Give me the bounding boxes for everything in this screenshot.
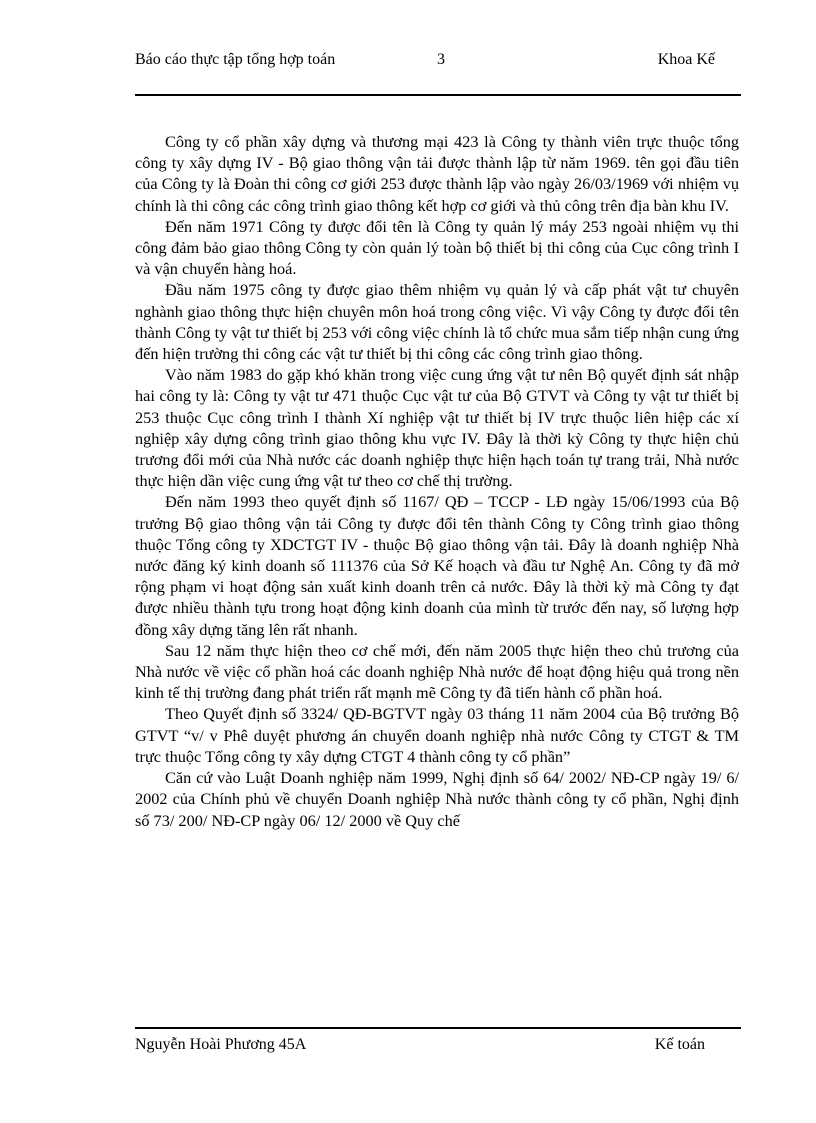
paragraph: Vào năm 1983 do gặp khó khăn trong việc cung ứng vật tư nên Bộ quyết định sát nhập hai công ty là: Công ty vật tư 471 thuộc Cục vật tư của Bộ GTVT và Công ty vật tư thiết bị 253 thuộc Cục công trình I thành Xí nghiệp vật tư thiết bị IV trực thuộc liên hiệp các xí nghiệp xây dựng công trình giao thông khu vực IV. Đây là thời kỳ Công ty thực hiện chủ trương đổi mới của Nhà nước các doanh nghiệp thực hiện hạch toán tự trang trải, Nhà nước thực hiện dần việc cung ứng vật tư theo cơ chế thị trường. xyxy=(135,365,739,491)
footer-author: Nguyễn Hoài Phương 45A xyxy=(135,1036,307,1053)
header-report-title: Báo cáo thực tập tổng hợp toán xyxy=(135,51,336,68)
paragraph: Sau 12 năm thực hiện theo cơ chế mới, đến năm 2005 thực hiện theo chủ trương của Nhà nước về việc cổ phần hoá các doanh nghiệp Nhà nước để hoạt động hiệu quả trong nền kinh tế thị trường đang phát triển rất mạnh mẽ Công ty đã tiến hành cổ phần hoá. xyxy=(135,640,739,703)
paragraph: Căn cứ vào Luật Doanh nghiệp năm 1999, Nghị định số 64/ 2002/ NĐ-CP ngày 19/ 6/ 2002 của Chính phủ về chuyển Doanh nghiệp Nhà nước thành công ty cổ phần, Nghị định số 73/ 200/ NĐ-CP ngày 06/ 12/ 2000 về Quy chế xyxy=(135,768,739,830)
footer-major: Kế toán xyxy=(654,1036,705,1053)
page-footer xyxy=(135,1027,741,1053)
header-department: Khoa Kế xyxy=(657,51,715,68)
page-header xyxy=(135,48,741,96)
paragraph: Đến năm 1993 theo quyết định số 1167/ QĐ – TCCP - LĐ ngày 15/06/1993 của Bộ trưởng Bộ giao thông vận tải Công ty được đổi tên thành Công ty Công trình giao thông thuộc Tổng công ty XDCTGT IV - thuộc Bộ giao thông vận tải. Đây là doanh nghiệp Nhà nước đăng ký kinh doanh số 111376 của Sở Kế hoạch và đầu tư Nghệ An. Công ty đã mở rộng phạm vi hoạt động sản xuất kinh doanh trên cả nước. Đây là thời kỳ mà Công ty đạt được nhiều thành tựu trong hoạt động kinh doanh của mình từ trước đến nay, số lượng hợp đồng xây dựng tăng lên rất nhanh. xyxy=(135,492,739,639)
paragraph: Công ty cổ phần xây dựng và thương mại 423 là Công ty thành viên trực thuộc tổng công ty xây dựng IV - Bộ giao thông vận tải được thành lập từ năm 1969. tên gọi đầu tiên của Công ty là Đoàn thi công cơ giới 253 được thành lập vào ngày 26/03/1969 với nhiệm vụ chính là thi công các công trình giao thông kết hợp cơ giới và thủ công trên địa bàn khu IV. xyxy=(135,132,739,215)
document-body xyxy=(135,131,739,831)
paragraph: Theo Quyết định số 3324/ QĐ-BGTVT ngày 03 tháng 11 năm 2004 của Bộ trưởng Bộ GTVT “v/ v Phê duyệt phương án chuyển doanh nghiệp nhà nước Công ty CTGT & TM trực thuộc Tổng công ty xây dựng CTGT 4 thành công ty cổ phần” xyxy=(135,704,739,766)
page-number: 3 xyxy=(437,51,445,68)
paragraph: Đến năm 1971 Công ty được đổi tên là Công ty quản lý máy 253 ngoài nhiệm vụ thi công đảm bảo giao thông Công ty còn quản lý toàn bộ thiết bị thi công của Cục công trình I và vận chuyển hàng hoá. xyxy=(135,216,739,279)
paragraph: Đầu năm 1975 công ty được giao thêm nhiệm vụ quản lý và cấp phát vật tư chuyên nghành giao thông thực hiện chuyên môn hoá trong công việc. Vì vậy Công ty được đổi tên thành Công ty vật tư thiết bị 253 với công việc chính là tổ chức mua sắm tiếp nhận cung ứng đến hiện trường thi công các vật tư thiết bị thi công các công trình giao thông. xyxy=(135,280,739,364)
